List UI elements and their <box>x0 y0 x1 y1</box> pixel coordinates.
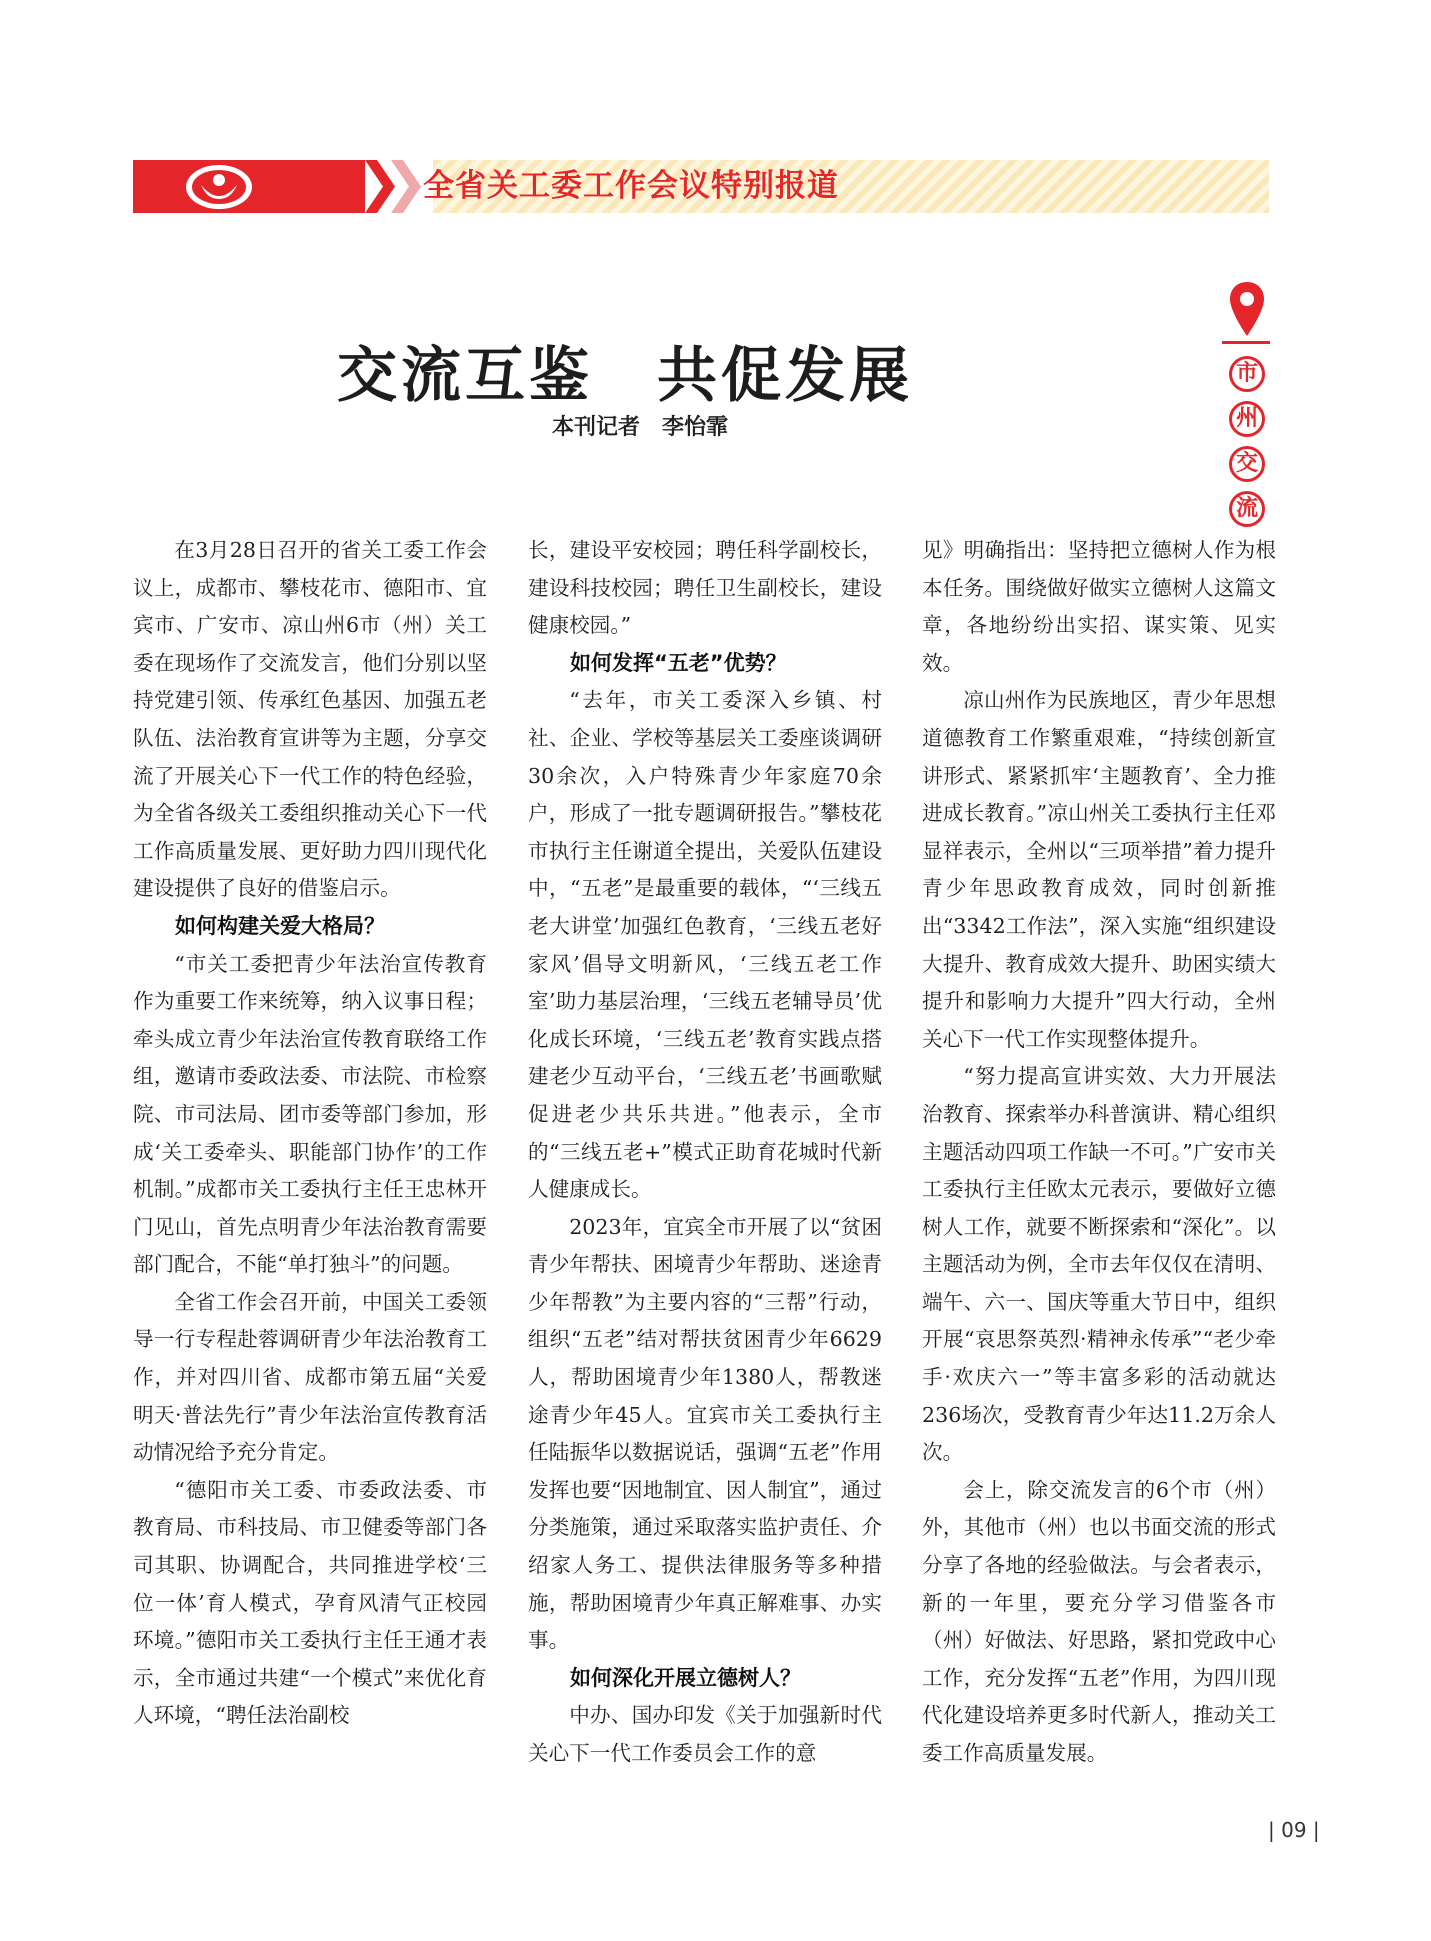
side-tag-char: 州 <box>1229 401 1265 437</box>
paragraph: 全省工作会召开前，中国关工委领导一行专程赴蓉调研青少年法治教育工作，并对四川省、成都市第五届“关爱明天·普法先行”青少年法治宣传教育活动情况给予充分肯定。 <box>133 1289 487 1465</box>
article-column-2 <box>528 532 882 1773</box>
paragraph: 2023年，宜宾全市开展了以“贫困青少年帮扶、困境青少年帮助、迷途青少年帮教”为主要内容的“三帮”行动，组织“五老”结对帮扶贫困青少年6629人，帮助困境青少年1380人，帮教迷途青少年45人。宜宾市关工委执行主任陆振华以数据说话，强调“五老”作用发挥也要“因地制宜、因人制宜”，通过分类施策，通过采取落实监护责任、介绍家人务工、提供法律服务等多种措施，帮助困境青少年真正解难事、办实事。 <box>528 1214 882 1653</box>
paragraph: “努力提高宣讲实效、大力开展法治教育、探索举办科普演讲、精心组织主题活动四项工作缺一不可。”广安市关工委执行主任欧太元表示，要做好立德树人工作，就要不断探索和“深化”。以主题活动为例，全市去年仅仅在清明、端午、六一、国庆等重大节日中，组织开展“哀思祭英烈·精神永传承”“老少牵手·欢庆六一”等丰富多彩的活动就达236场次，受教育青少年达11.2万余人次。 <box>922 1064 1276 1465</box>
paragraph: 会上，除交流发言的6个市（州）外，其他市（州）也以书面交流的形式分享了各地的经验做法。与会者表示，新的一年里，要充分学习借鉴各市（州）好做法、好思路，紧扣党政中心工作，充分发挥“五老”作用，为四川现代化建设培养更多时代新人，推动关工委工作高质量发展。 <box>922 1477 1276 1765</box>
paragraph: 长，建设平安校园；聘任科学副校长，建设科技校园；聘任卫生副校长，建设健康校园。” <box>528 538 882 638</box>
side-tag-char: 交 <box>1229 446 1265 482</box>
banner-title: 全省关工委工作会议特别报道 <box>423 168 839 204</box>
side-tag-char: 市 <box>1229 356 1265 392</box>
page-number: | 09 | <box>1268 1818 1320 1842</box>
article-column-1 <box>133 532 487 1735</box>
section-heading: 如何构建关爱大格局？ <box>175 913 385 938</box>
article-column-3 <box>922 532 1276 1773</box>
section-heading: 如何发挥“五老”优势？ <box>570 650 787 675</box>
article-title: 交流互鉴 共促发展 <box>337 341 913 411</box>
paragraph: 凉山州作为民族地区，青少年思想道德教育工作繁重艰难，“持续创新宣讲形式、紧紧抓牢‘主题教育’、全力推进成长教育。”凉山州关工委执行主任邓显祥表示，全州以“三项举措”着力提升青少年思政教育成效，同时创新推出“3342工作法”，深入实施“组织建设大提升、教育成效大提升、助困实绩大提升和影响力大提升”四大行动，全州关心下一代工作实现整体提升。 <box>922 688 1276 1051</box>
banner-red-block <box>133 160 365 213</box>
paragraph: “去年，市关工委深入乡镇、村社、企业、学校等基层关工委座谈调研30余次，入户特殊青少年家庭70余户，形成了一批专题调研报告。”攀枝花市执行主任谢道全提出，关爱队伍建设中，“五老”是最重要的载体，“‘三线五老大讲堂’加强红色教育，‘三线五老好家风’倡导文明新风，‘三线五老工作室’助力基层治理，‘三线五老辅导员’优化成长环境，‘三线五老’教育实践点搭建老少互动平台，‘三线五老’书画歌赋促进老少共乐共进。”他表示，全市的“三线五老+”模式正助育花城时代新人健康成长。 <box>528 688 882 1202</box>
side-tag-char: 流 <box>1229 491 1265 527</box>
paragraph: “德阳市关工委、市委政法委、市教育局、市科技局、市卫健委等部门各司其职、协调配合，共同推进学校‘三位一体’育人模式，孕育风清气正校园环境。”德阳市关工委执行主任王通才表示，全市通过共建“一个模式”来优化育人环境，“聘任法治副校 <box>133 1477 487 1728</box>
banner-arrow-2 <box>391 160 421 213</box>
section-banner <box>133 160 1269 213</box>
paragraph: 中办、国办印发《关于加强新时代关心下一代工作委员会工作的意 <box>528 1703 882 1765</box>
paragraph: 见》明确指出：坚持把立德树人作为根本任务。围绕做好做实立德树人这篇文章，各地纷纷出实招、谋实策、见实效。 <box>922 538 1276 675</box>
paragraph: 在3月28日召开的省关工委工作会议上，成都市、攀枝花市、德阳市、宜宾市、广安市、凉山州6市（州）关工委在现场作了交流发言，他们分别以坚持党建引领、传承红色基因、加强五老队伍、法治教育宣讲等为主题，分享交流了开展关心下一代工作的特色经验，为全省各级关工委组织推动关心下一代工作高质量发展、更好助力四川现代化建设提供了良好的借鉴启示。 <box>133 538 487 901</box>
side-tag-divider <box>1222 341 1270 344</box>
banner-arrow-1 <box>365 160 395 213</box>
article-byline: 本刊记者 李怡霏 <box>551 415 728 440</box>
section-heading: 如何深化开展立德树人？ <box>570 1665 801 1690</box>
location-pin-icon <box>1227 280 1267 340</box>
paragraph: “市关工委把青少年法治宣传教育作为重要工作来统筹，纳入议事日程；牵头成立青少年法治宣传教育联络工作组，邀请市委政法委、市法院、市检察院、市司法局、团市委等部门参加，形成‘关工委牵头、职能部门协作’的工作机制。”成都市关工委执行主任王忠林开门见山，首先点明青少年法治教育需要部门配合，不能“单打独斗”的问题。 <box>133 951 487 1277</box>
guangongwei-logo-icon <box>181 161 257 213</box>
